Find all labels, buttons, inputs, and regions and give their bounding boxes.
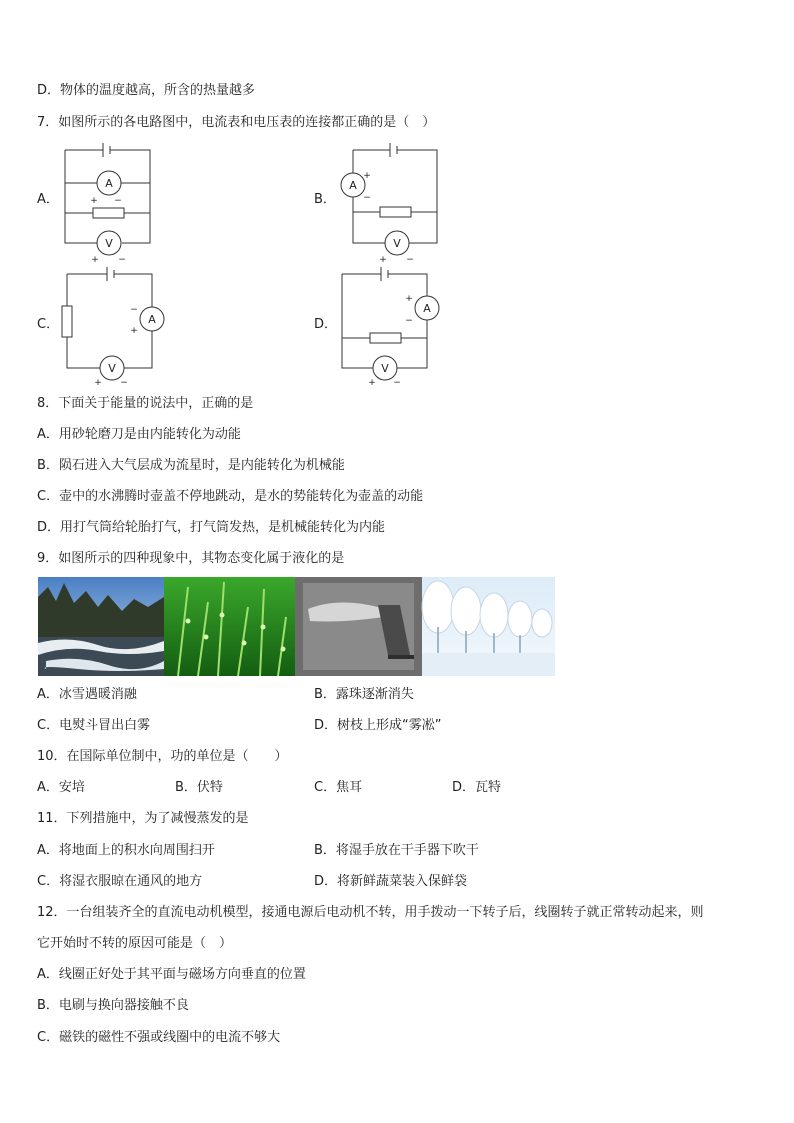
q8-option-c: C．壶中的水沸腾时壶盖不停地跳动，是水的势能转化为壶盖的动能 (37, 489, 424, 504)
polarity-plus: + (363, 171, 371, 181)
q8-option-a: A．用砂轮磨刀是由内能转化为动能 (37, 427, 241, 442)
polarity-plus: + (90, 196, 98, 206)
polarity-minus: − (363, 193, 371, 203)
q9-option-d: D．树枝上形成“雾凇” (314, 718, 442, 733)
resistor-icon (370, 333, 401, 343)
meter-letter: A (349, 179, 357, 192)
q9-photo-strip (38, 577, 555, 676)
q7-circuit-diagrams (0, 0, 794, 400)
polarity-minus: − (114, 196, 122, 206)
meter-letter: A (105, 177, 113, 190)
q11-option-d: D．将新鲜蔬菜装入保鲜袋 (314, 874, 468, 889)
polarity-plus: + (94, 378, 102, 388)
q8-option-b: B．陨石进入大气层成为流星时，是内能转化为机械能 (37, 458, 345, 473)
polarity-minus: − (118, 255, 126, 265)
q12-option-b: B．电刷与换向器接触不良 (37, 998, 189, 1013)
q10-option-a: A．安培 (37, 780, 85, 795)
meter-letter: V (393, 237, 401, 250)
polarity-plus: + (405, 294, 413, 304)
resistor-icon (93, 208, 124, 218)
q8-option-d: D．用打气筒给轮胎打气，打气筒发热，是机械能转化为内能 (37, 520, 386, 535)
q7-stem: 7．如图所示的各电路图中，电流表和电压表的连接都正确的是（ ） (37, 115, 436, 130)
resistor-icon (62, 306, 72, 337)
polarity-plus: + (130, 326, 138, 336)
q7-label-d: D． (314, 317, 338, 332)
q7-label-b: B． (314, 192, 336, 207)
q12-stem-line2: 它开始时不转的原因可能是（ ） (37, 936, 233, 951)
polarity-minus: − (405, 316, 413, 326)
polarity-minus: − (393, 378, 401, 388)
circuit-d (342, 267, 439, 380)
q11-option-b: B．将湿手放在干手器下吹干 (314, 843, 479, 858)
meter-letter: A (148, 313, 156, 326)
q10-stem: 10．在国际单位制中，功的单位是（ ） (37, 749, 288, 764)
polarity-minus: − (120, 378, 128, 388)
polarity-minus: − (406, 255, 414, 265)
q8-stem: 8．下面关于能量的说法中，正确的是 (37, 396, 254, 411)
rime-trees-photo (422, 577, 555, 676)
polarity-minus: − (130, 305, 138, 315)
melting-ice-photo (38, 577, 164, 676)
q10-option-c: C．焦耳 (314, 780, 363, 795)
polarity-plus: + (368, 378, 376, 388)
dew-grass-photo (164, 577, 295, 676)
q12-option-c: C．磁铁的磁性不强或线圈中的电流不够大 (37, 1030, 281, 1045)
q10-option-d: D．瓦特 (452, 780, 502, 795)
q6-option-d: D．物体的温度越高，所含的热量越多 (37, 83, 256, 98)
q9-option-a: A．冰雪遇暖消融 (37, 687, 137, 702)
q9-stem: 9．如图所示的四种现象中，其物态变化属于液化的是 (37, 551, 345, 566)
polarity-plus: + (379, 255, 387, 265)
q12-option-a: A．线圈正好处于其平面与磁场方向垂直的位置 (37, 967, 306, 982)
q12-stem-line1: 12．一台组装齐全的直流电动机模型，接通电源后电动机不转，用手拨动一下转子后，线圈转子就正常转动起来，则 (37, 905, 704, 920)
resistor-icon (380, 207, 411, 217)
q11-option-c: C．将湿衣服晾在通风的地方 (37, 874, 203, 889)
q11-option-a: A．将地面上的积水向周围扫开 (37, 843, 215, 858)
q11-stem: 11．下列措施中，为了减慢蒸发的是 (37, 811, 249, 826)
q9-option-c: C．电熨斗冒出白雾 (37, 718, 151, 733)
polarity-plus: + (91, 255, 99, 265)
circuit-b (341, 143, 437, 255)
q7-label-a: A． (37, 192, 59, 207)
meter-letter: V (381, 362, 389, 375)
q10-option-b: B．伏特 (175, 780, 223, 795)
meter-letter: A (423, 302, 431, 315)
meter-letter: V (108, 362, 116, 375)
meter-letter: V (105, 237, 113, 250)
steam-iron-photo (295, 577, 422, 676)
q9-option-b: B．露珠逐渐消失 (314, 687, 414, 702)
q7-label-c: C． (37, 317, 60, 332)
